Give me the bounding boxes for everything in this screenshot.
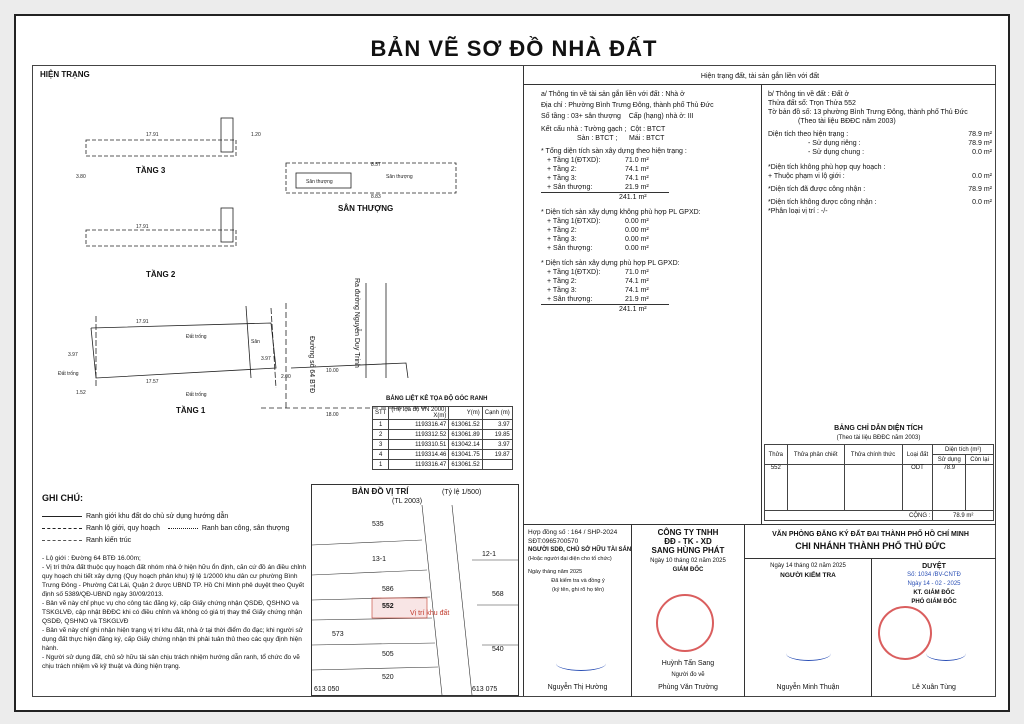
company-director-title: GIÁM ĐỐC (672, 567, 704, 573)
unrecognized-value: 0.0 m² (972, 199, 992, 206)
area-cell-area: 78.9 (933, 465, 966, 511)
coord-cell: 19.87 (482, 450, 512, 460)
coord-table (372, 406, 513, 470)
coord-cell: 1 (373, 420, 389, 430)
area-label: Diện tích theo hiện trạng : (768, 131, 849, 138)
coord-cell: 1193316.47 (389, 420, 449, 430)
svg-text:3.80: 3.80 (76, 174, 86, 180)
svg-text:17.91: 17.91 (136, 319, 149, 325)
area-row-value: 21.9 m² (625, 296, 649, 303)
dashed-line-sample (42, 528, 82, 529)
approver-signature (926, 646, 966, 661)
total-area-rows (541, 156, 756, 192)
asset-info (541, 90, 756, 314)
area-header-parcel: Thửa (765, 445, 788, 465)
office-branch: CHI NHÁNH THÀNH PHỐ THỦ ĐỨC (795, 541, 946, 551)
svg-text:10.00: 10.00 (326, 368, 339, 374)
approval-role-2: PHÓ GIÁM ĐỐC (911, 599, 957, 605)
approval-block (872, 562, 996, 607)
approval-number: Số: 1034 /BV-CNTĐ (907, 572, 961, 578)
coord-header-x-label: X(m) (433, 413, 447, 419)
location-map-title: BẢN ĐỒ VỊ TRÍ (352, 487, 409, 496)
area-row-label: + Sân thượng: (547, 184, 593, 191)
coord-cell: 613042.14 (449, 440, 482, 450)
check-date: Ngày 14 tháng 02 năm 2025 (770, 563, 846, 569)
checker-signature (786, 646, 831, 661)
area-row-label: + Tầng 1(ĐTXD): (547, 269, 601, 276)
area-cell-remaining (966, 465, 994, 511)
note-item: - Lộ giới : Đường 64 BTĐ 16.00m; (42, 555, 141, 562)
approval-title: DUYỆT (922, 563, 946, 570)
area-row-label: + Tầng 1(ĐTXD): (547, 157, 601, 164)
legend-text: Ranh kiến trúc (86, 537, 132, 544)
building-grade: Cấp (hạng) nhà ở: III (628, 113, 694, 120)
area-row (541, 286, 756, 295)
svg-text:Sân: Sân (251, 339, 260, 345)
floor-count: Số tầng : 03+ sân thượng (541, 113, 621, 120)
company-date: Ngày 10 tháng 02 năm 2025 (650, 558, 726, 564)
location-map (311, 484, 519, 696)
area-row-label: + Sân thượng: (547, 245, 593, 252)
area-row-value: 74.1 m² (625, 175, 649, 182)
owner-date: Ngày tháng năm 2025 (528, 569, 583, 575)
note-item: - Bản vẽ này chỉ ghi nhận hiện trạng vị trí khu đất, nhà ở tại thời điểm đo đạc; khi người sử dụng đất thực hiện đăng ký, cấp Giấy chứng nhận thì phải tuân thủ theo các quy định hiện hành. (42, 627, 304, 652)
conform-area-title: * Diện tích sàn xây dựng phù hợp PL GPXD: (541, 260, 680, 267)
area-row (541, 156, 756, 165)
private-use-value: 78.9 m² (968, 140, 992, 147)
area-row (541, 217, 756, 226)
coord-header-x (389, 407, 449, 420)
land-info (768, 90, 992, 216)
svg-text:Đất trống: Đất trống (58, 371, 79, 377)
area-row-value: 71.0 m² (625, 269, 649, 276)
floor-structure: Sàn : BTCT ; (577, 135, 618, 142)
position-classification: *Phân loại vị trí : -/- (768, 208, 828, 215)
area-row-value: 21.9 m² (625, 184, 649, 191)
coord-row (373, 450, 513, 460)
company-name-line3: SANG HÙNG PHÁT (651, 546, 725, 555)
coord-cell: 613061.52 (449, 460, 482, 470)
roof-label: SÂN THƯỢNG (338, 204, 394, 213)
svg-text:1.52: 1.52 (76, 390, 86, 396)
road-limit-value: 0.0 m² (972, 173, 992, 180)
coord-header-edge: Cạnh (m) (482, 407, 512, 420)
private-use-label: - Sử dụng riêng : (808, 140, 861, 147)
svg-text:3.97: 3.97 (261, 356, 271, 362)
notes-legend (42, 512, 310, 545)
drawing-sheet (14, 14, 1010, 712)
owner-name: Nguyễn Thị Hường (547, 684, 608, 691)
parcel-505: 505 (382, 651, 394, 658)
approval-date: Ngày 14 - 02 - 2025 (907, 581, 961, 587)
area-row-label: + Tầng 3: (547, 236, 577, 243)
area-row-value: 74.1 m² (625, 287, 649, 294)
area-row-label: + Tầng 3: (547, 175, 577, 182)
right-header: Hiện trạng đất, tài sản gắn liền với đất (700, 73, 820, 80)
owner-subtitle: (Hoặc người đại diện cho tổ chức) (528, 556, 612, 562)
area-header-area: Diện tích (m²) (933, 445, 994, 455)
area-row-label: + Tầng 2: (547, 227, 577, 234)
company-stamp (656, 594, 714, 652)
coord-cell: 1193310.51 (389, 440, 449, 450)
wall-structure: Kết cấu nhà : Tường gạch ; (541, 126, 627, 133)
dotted-line-sample (168, 528, 198, 529)
parcel-586: 586 (382, 586, 394, 593)
right-divider (761, 84, 762, 524)
notes-list (42, 554, 308, 671)
parcel-12-1: 12-1 (482, 551, 497, 558)
area-row (541, 244, 756, 253)
area-row-label: + Tầng 2: (547, 166, 577, 173)
area-row-value: 71.0 m² (625, 157, 649, 164)
area-row-value: 74.1 m² (625, 278, 649, 285)
coord-row (373, 460, 513, 470)
area-row-value: 74.1 m² (625, 166, 649, 173)
checker-title: NGƯỜI KIỂM TRA (780, 572, 836, 579)
owner-sign-note: (ký tên, ghi rõ họ tên) (552, 587, 604, 593)
coord-cell: 1193312.52 (389, 430, 449, 440)
current-state-heading: HIỆN TRẠNG (40, 70, 90, 79)
map-coord-right: 613 075 (472, 686, 498, 693)
notes-title: GHI CHÚ: (42, 493, 83, 503)
coord-header-y: Y(m) (449, 407, 482, 420)
dash-dot-line-sample (42, 540, 82, 541)
area-row (541, 235, 756, 244)
contact-phone: SĐT:0965700570 (528, 538, 579, 545)
map-coord-left: 613 050 (314, 686, 340, 693)
coord-cell: 613061.89 (449, 430, 482, 440)
owner-title: NGƯỜI SDĐ, CHỦ SỞ HỮU TÀI SẢN (528, 547, 632, 553)
area-row (541, 174, 756, 183)
area-cell-landtype: ODT (902, 465, 933, 511)
area-total-value: 78.9 m² (933, 511, 994, 521)
floor1-label: TẦNG 1 (176, 406, 206, 415)
coord-cell: 1193314.46 (389, 450, 449, 460)
area-row-value: 0.00 m² (625, 227, 649, 234)
map-sheet-source: (Theo tài liệu BĐĐC năm 2003) (798, 118, 896, 125)
nonconform-area-title: * Diện tích sàn xây dựng không phù hợp PL GPXD: (541, 209, 701, 216)
director-name: Huỳnh Tấn Sang (661, 660, 715, 667)
area-row-value: 0.00 m² (625, 236, 649, 243)
area-cell-official (844, 465, 902, 511)
coord-cell: 4 (373, 450, 389, 460)
coord-row (373, 430, 513, 440)
owner-note: Đã kiểm tra và đồng ý (551, 578, 605, 584)
recognized-label: *Diện tích đã được công nhận : (768, 186, 866, 193)
legend-text: Ranh ban công, sân thượng (201, 525, 290, 532)
parcel-13-1: 13-1 (372, 556, 387, 563)
legend-row (42, 536, 310, 545)
svg-text:17.91: 17.91 (146, 132, 159, 138)
conform-area-rows (541, 268, 756, 304)
asset-type: Nhà ở (665, 91, 685, 98)
document-title: BẢN VẼ SƠ ĐỒ NHÀ ĐẤT (370, 36, 658, 61)
note-item: - Người sử dụng đất, chủ sở hữu tài sản chịu trách nhiệm hướng dẫn ranh, tổ chức đo vẽ chịu trách nhiệm về kỹ thuật và đúng hiện trạng. (42, 654, 300, 670)
area-row (541, 295, 756, 304)
total-area-sum: 241.1 m² (541, 192, 669, 202)
nonplan-label: *Diện tích không phù hợp quy hoạch : (768, 164, 886, 171)
coord-table-title: BẢNG LIỆT KÊ TỌA ĐỘ GÓC RANH (386, 396, 488, 402)
unrecognized-label: *Diện tích không được công nhận : (768, 199, 877, 206)
area-header-split: Thửa phân chiết (787, 445, 844, 465)
legend-row (42, 512, 310, 521)
area-row-label: + Tầng 1(ĐTXD): (547, 218, 601, 225)
coord-cell: 19.85 (482, 430, 512, 440)
svg-text:3.97: 3.97 (68, 352, 78, 358)
surveyor-label: Người đo vẽ (671, 672, 705, 678)
svg-text:8.57: 8.57 (371, 162, 381, 168)
area-header-landtype: Loại đất (902, 445, 933, 465)
coord-row (373, 420, 513, 430)
coord-cell: 3.97 (482, 420, 512, 430)
floor2-label: TẦNG 2 (146, 270, 176, 279)
legend-text: Ranh giới khu đất do chủ sử dụng hướng dẫn (86, 513, 229, 520)
area-header-remaining: Còn lại (966, 455, 994, 465)
owner-signature (556, 656, 606, 671)
parcel-535: 535 (372, 521, 384, 528)
parcel-540: 540 (492, 646, 504, 653)
area-header-used: Sử dụng (933, 455, 966, 465)
common-use-value: 0.0 m² (972, 149, 992, 156)
legend-row (42, 524, 310, 533)
area-row-value: 0.00 m² (625, 245, 649, 252)
area-row-label: + Sân thượng: (547, 296, 593, 303)
area-total-label: CỘNG : (765, 511, 933, 521)
svg-text:2.00: 2.00 (281, 374, 291, 380)
solid-line-sample (42, 516, 82, 517)
road-label: Đường số 64 BTĐ (308, 336, 315, 394)
coord-header-stt: STT (373, 407, 389, 420)
svg-text:Sân thượng: Sân thượng (386, 174, 413, 180)
svg-text:8.83: 8.83 (371, 194, 381, 200)
roof-structure: Mái : BTCT (629, 135, 665, 142)
checker-name: Nguyễn Minh Thuận (776, 684, 840, 691)
area-row (541, 226, 756, 235)
area-header-official: Thửa chính thức (844, 445, 902, 465)
land-type: Đất ở (831, 91, 850, 98)
area-cell-parcel: 552 (765, 465, 788, 511)
parcel-568: 568 (492, 591, 504, 598)
coord-cell: 613041.75 (449, 450, 482, 460)
approval-role: KT. GIÁM ĐỐC (913, 590, 955, 596)
coord-cell (482, 460, 512, 470)
land-info-title: b/ Thông tin về đất : (768, 91, 830, 98)
area-row (541, 183, 756, 192)
recognized-value: 78.9 m² (968, 186, 992, 193)
owner-block (528, 528, 632, 595)
area-row-value: 0.00 m² (625, 218, 649, 225)
coord-cell: 1193316.47 (389, 460, 449, 470)
asset-info-title: a/ Thông tin về tài sản gắn liền với đất : (541, 91, 664, 98)
area-row (541, 165, 756, 174)
location-map-scale2: (TL 2003) (392, 498, 423, 505)
parcel-number: Thửa đất số: Trọn Thửa 552 (768, 100, 856, 107)
svg-text:18.00: 18.00 (326, 412, 339, 418)
svg-text:1.20: 1.20 (251, 132, 261, 138)
road-direction-label: Ra đường Nguyễn Duy Trinh (353, 278, 360, 368)
svg-text:Đất trống: Đất trống (186, 392, 207, 398)
road-limit-label: + Thuộc phạm vi lộ giới : (768, 173, 845, 180)
coord-cell: 3 (373, 440, 389, 450)
checker-block (745, 562, 871, 580)
site-location-label: Vị trí khu đất (410, 610, 450, 617)
parcel-573: 573 (332, 631, 344, 638)
coord-cell: 2 (373, 430, 389, 440)
legend-text: Ranh lộ giới, quy hoạch (86, 525, 160, 532)
area-row-label: + Tầng 2: (547, 278, 577, 285)
area-row-label: + Tầng 3: (547, 287, 577, 294)
company-name-line2: ĐĐ - TK - XD (664, 537, 712, 546)
coord-cell: 613061.52 (449, 420, 482, 430)
common-use-label: - Sử dụng chung : (808, 149, 865, 156)
area-table (764, 444, 994, 521)
company-block (632, 528, 744, 575)
note-item: - Vị trí thửa đất thuộc quy hoạch đất nhóm nhà ở hiện hữu ổn định, căn cứ đồ án điều chỉnh quy hoạch chi tiết xây dựng (Quy hoạch phân khu) tỷ lệ 1/2000 khu dân cư phường Bình Trưng Đông - Phường Cát Lái, Quận 2 được UBND TP. Hồ Chí Minh phê duyệt theo Quyết định số 5389/QĐ-UBND ngày 30/09/2013. (42, 564, 307, 598)
asset-address: Địa chỉ : Phường Bình Trưng Đông, thành phố Thủ Đức (541, 102, 714, 109)
coord-cell: 1 (373, 460, 389, 470)
parcel-520: 520 (382, 674, 394, 681)
parcel-552: 552 (382, 603, 394, 610)
floor3-label: TẦNG 3 (136, 166, 166, 175)
office-stamp (878, 606, 932, 660)
coord-row (373, 440, 513, 450)
coord-subtitle: (Hệ tọa độ VN 2000) (391, 407, 447, 413)
area-value: 78.9 m² (968, 131, 992, 138)
svg-text:17.91: 17.91 (136, 224, 149, 230)
contract-number: Hợp đồng số : 164 / SHP-2024 (528, 529, 618, 536)
surveyor-name: Phùng Văn Trường (658, 684, 718, 691)
company-name-line1: CÔNG TY TNHH (657, 528, 719, 537)
office-name: VĂN PHÒNG ĐĂNG KÝ ĐẤT ĐAI THÀNH PHỐ HỒ CHÍ MINH (772, 531, 969, 538)
note-item: - Bản vẽ này chỉ phục vụ cho công tác đăng ký, cấp Giấy chứng nhận QSDĐ, QSHNO và TSKGLVĐ, cập nhật BĐĐC khi có điều chỉnh và không có giá trị thay thế Giấy chứng nhận QSDĐ, QSHNO và TSKGLVĐ (42, 600, 303, 625)
total-area-title: * Tổng diện tích sàn xây dựng theo hiện trạng : (541, 148, 687, 155)
nonconform-area-rows (541, 217, 756, 253)
svg-text:Đất trống: Đất trống (186, 334, 207, 340)
area-row (541, 268, 756, 277)
column-structure: Cột : BTCT (630, 126, 666, 133)
map-sheet: Tờ bản đồ số: 13 phường Bình Trưng Đông, thành phố Thủ Đức (768, 109, 968, 116)
location-map-scale: (Tỷ lệ 1/500) (442, 489, 482, 496)
conform-area-sum: 241.1 m² (541, 304, 669, 314)
area-row (541, 277, 756, 286)
area-cell-split (787, 465, 844, 511)
area-table-subtitle: (Theo tài liệu BĐĐC năm 2003) (836, 435, 921, 441)
coord-cell: 3.97 (482, 440, 512, 450)
area-table-title: BẢNG CHỈ DẪN DIỆN TÍCH (834, 425, 923, 432)
svg-text:Sân thượng: Sân thượng (306, 179, 333, 185)
svg-text:17.57: 17.57 (146, 379, 159, 385)
approver-name: Lê Xuân Tùng (912, 684, 956, 691)
